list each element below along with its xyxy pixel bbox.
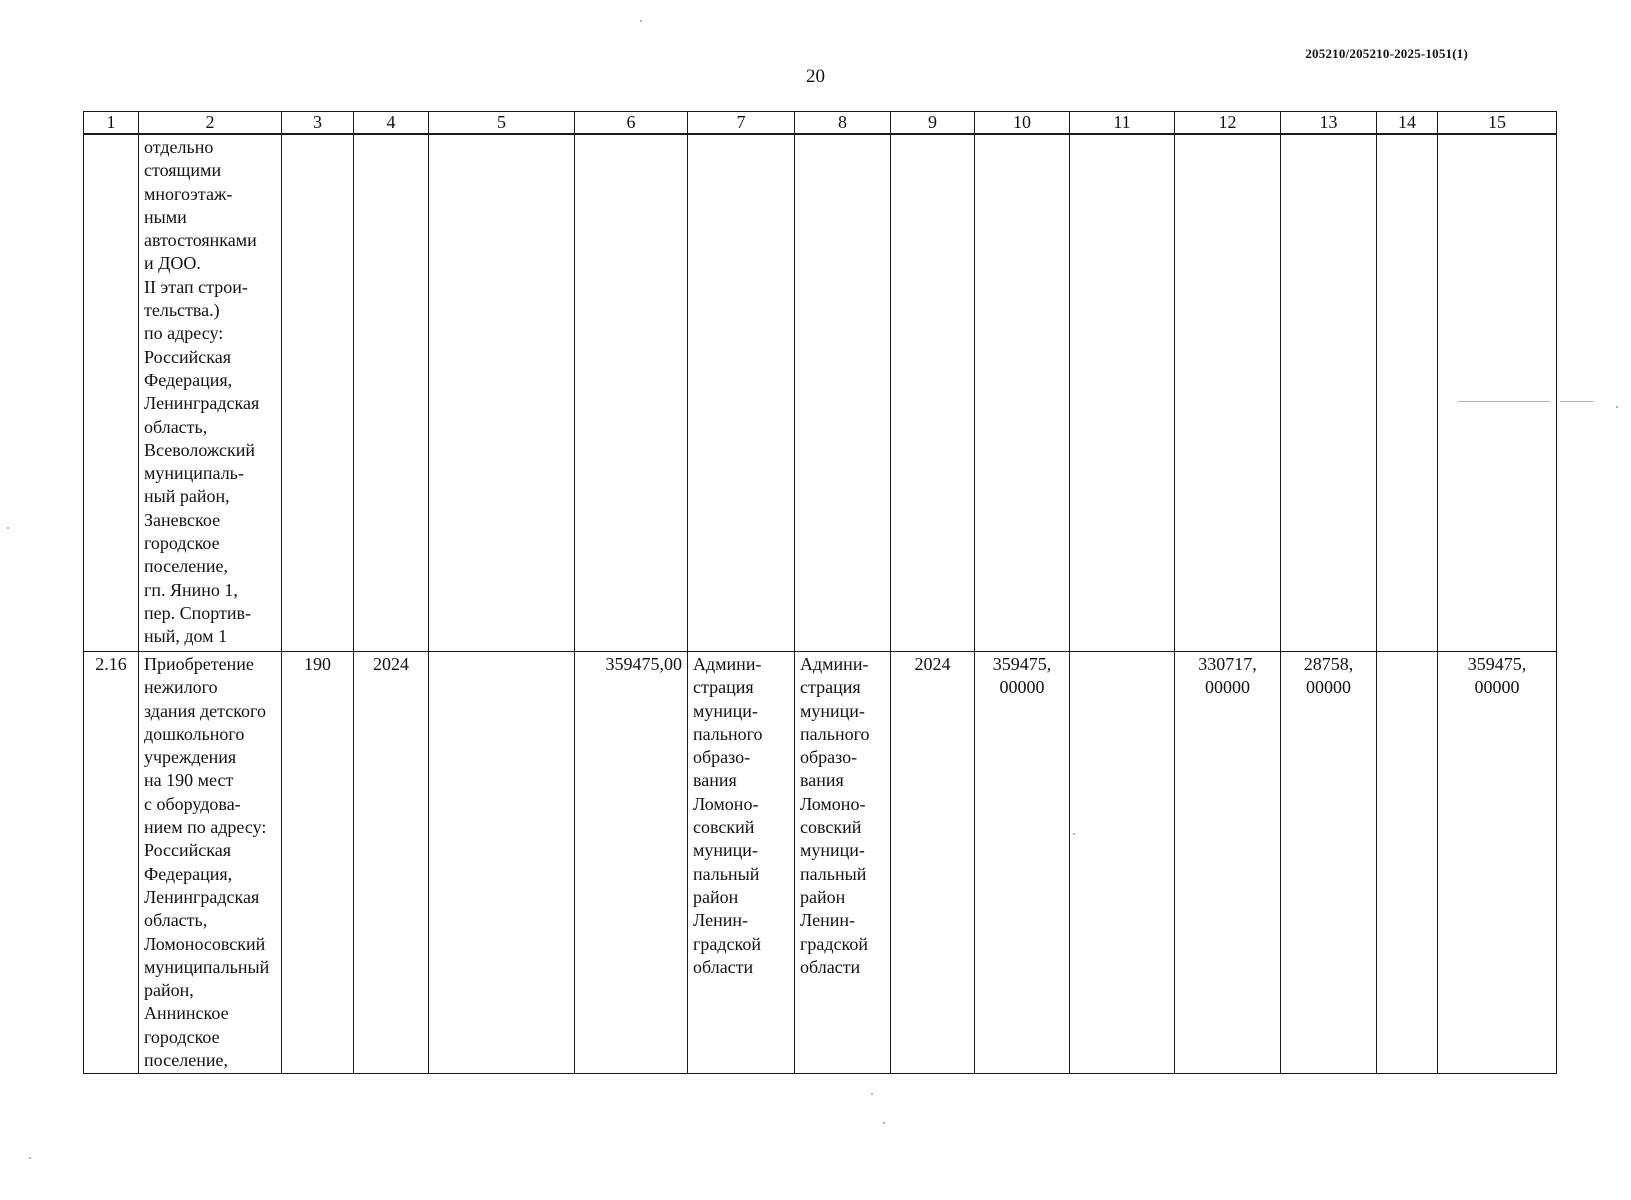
cell-col-6 — [575, 134, 688, 652]
column-number-row — [84, 112, 1557, 135]
cell-col-4 — [354, 134, 429, 652]
cell-item-number: 2.16 — [84, 652, 139, 1074]
column-header: 13 — [1281, 112, 1377, 135]
column-header: 14 — [1377, 112, 1438, 135]
scan-artifact-speck — [1073, 833, 1075, 835]
table-row-2-16 — [84, 652, 1557, 1074]
cell-local-amount: 28758, 00000 — [1281, 652, 1377, 1074]
cell-col-13 — [1281, 134, 1377, 652]
scan-artifact-speck — [883, 1122, 885, 1124]
scan-artifact-speck — [871, 1093, 873, 1095]
column-header: 8 — [795, 112, 891, 135]
column-header: 12 — [1175, 112, 1281, 135]
column-header: 5 — [429, 112, 575, 135]
cell-cost: 359475,00 — [575, 652, 688, 1074]
cell-col-7 — [688, 134, 795, 652]
cell-col-9 — [891, 134, 975, 652]
cell-col-5 — [429, 134, 575, 652]
cell-col-3 — [282, 134, 354, 652]
cell-capacity: 190 — [282, 652, 354, 1074]
data-table — [83, 111, 1557, 1074]
document-registration-number: 205210/205210-2025-1051(1) — [1305, 46, 1468, 61]
cell-year: 2024 — [354, 652, 429, 1074]
cell-col-14 — [1377, 134, 1438, 652]
scan-artifact-speck — [29, 1157, 31, 1159]
table-row-continuation — [84, 134, 1557, 652]
scan-artifact-speck — [640, 20, 642, 22]
cell-col-15-total: 359475, 00000 — [1438, 652, 1557, 1074]
cell-col-8 — [795, 134, 891, 652]
column-header: 3 — [282, 112, 354, 135]
cell-total-amount: 359475, 00000 — [975, 652, 1070, 1074]
cell-col-14 — [1377, 652, 1438, 1074]
cell-col-10 — [975, 134, 1070, 652]
cell-col-11 — [1070, 652, 1175, 1074]
column-header: 11 — [1070, 112, 1175, 135]
cell-regional-amount: 330717, 00000 — [1175, 652, 1281, 1074]
cell-col-5 — [429, 652, 575, 1074]
page-number: 20 — [806, 66, 825, 87]
column-header: 10 — [975, 112, 1070, 135]
column-header: 7 — [688, 112, 795, 135]
column-header: 9 — [891, 112, 975, 135]
scan-artifact-line — [1458, 401, 1550, 402]
column-header: 4 — [354, 112, 429, 135]
cell-object-description: Приобретение нежилого здания детского дошкольного учреждения на 190 мест с оборудова- нием по адресу: Российская Федерация, Ленинградская область, Ломоносовский муниципальный район, Аннинское городское поселение, — [139, 652, 282, 1074]
scan-artifact-speck — [1616, 406, 1618, 408]
cell-col-11 — [1070, 134, 1175, 652]
cell-funding-year: 2024 — [891, 652, 975, 1074]
cell-col-15 — [1438, 134, 1557, 652]
column-header: 2 — [139, 112, 282, 135]
cell-recipient: Админи- страция муници- пального образо- вания Ломоно- совский муници- пальный район Ленин- градской области — [795, 652, 891, 1074]
cell-object-description: отдельно стоящими многоэтаж- ными автостоянками и ДОО. II этап строи- тельства.) по адресу: Российская Федерация, Ленинградская область, Всеволожский муниципаль- ный район, Заневское городское поселение, гп. Янино 1, пер. Спортив- ный, дом 1 — [139, 134, 282, 652]
cell-item-number — [84, 134, 139, 652]
cell-col-12 — [1175, 134, 1281, 652]
column-header: 6 — [575, 112, 688, 135]
scan-artifact-speck — [7, 527, 9, 529]
column-header: 15 — [1438, 112, 1557, 135]
cell-customer: Админи- страция муници- пального образо- вания Ломоно- совский муници- пальный район Ленин- градской области — [688, 652, 795, 1074]
column-header: 1 — [84, 112, 139, 135]
scan-artifact-line — [1560, 401, 1594, 402]
